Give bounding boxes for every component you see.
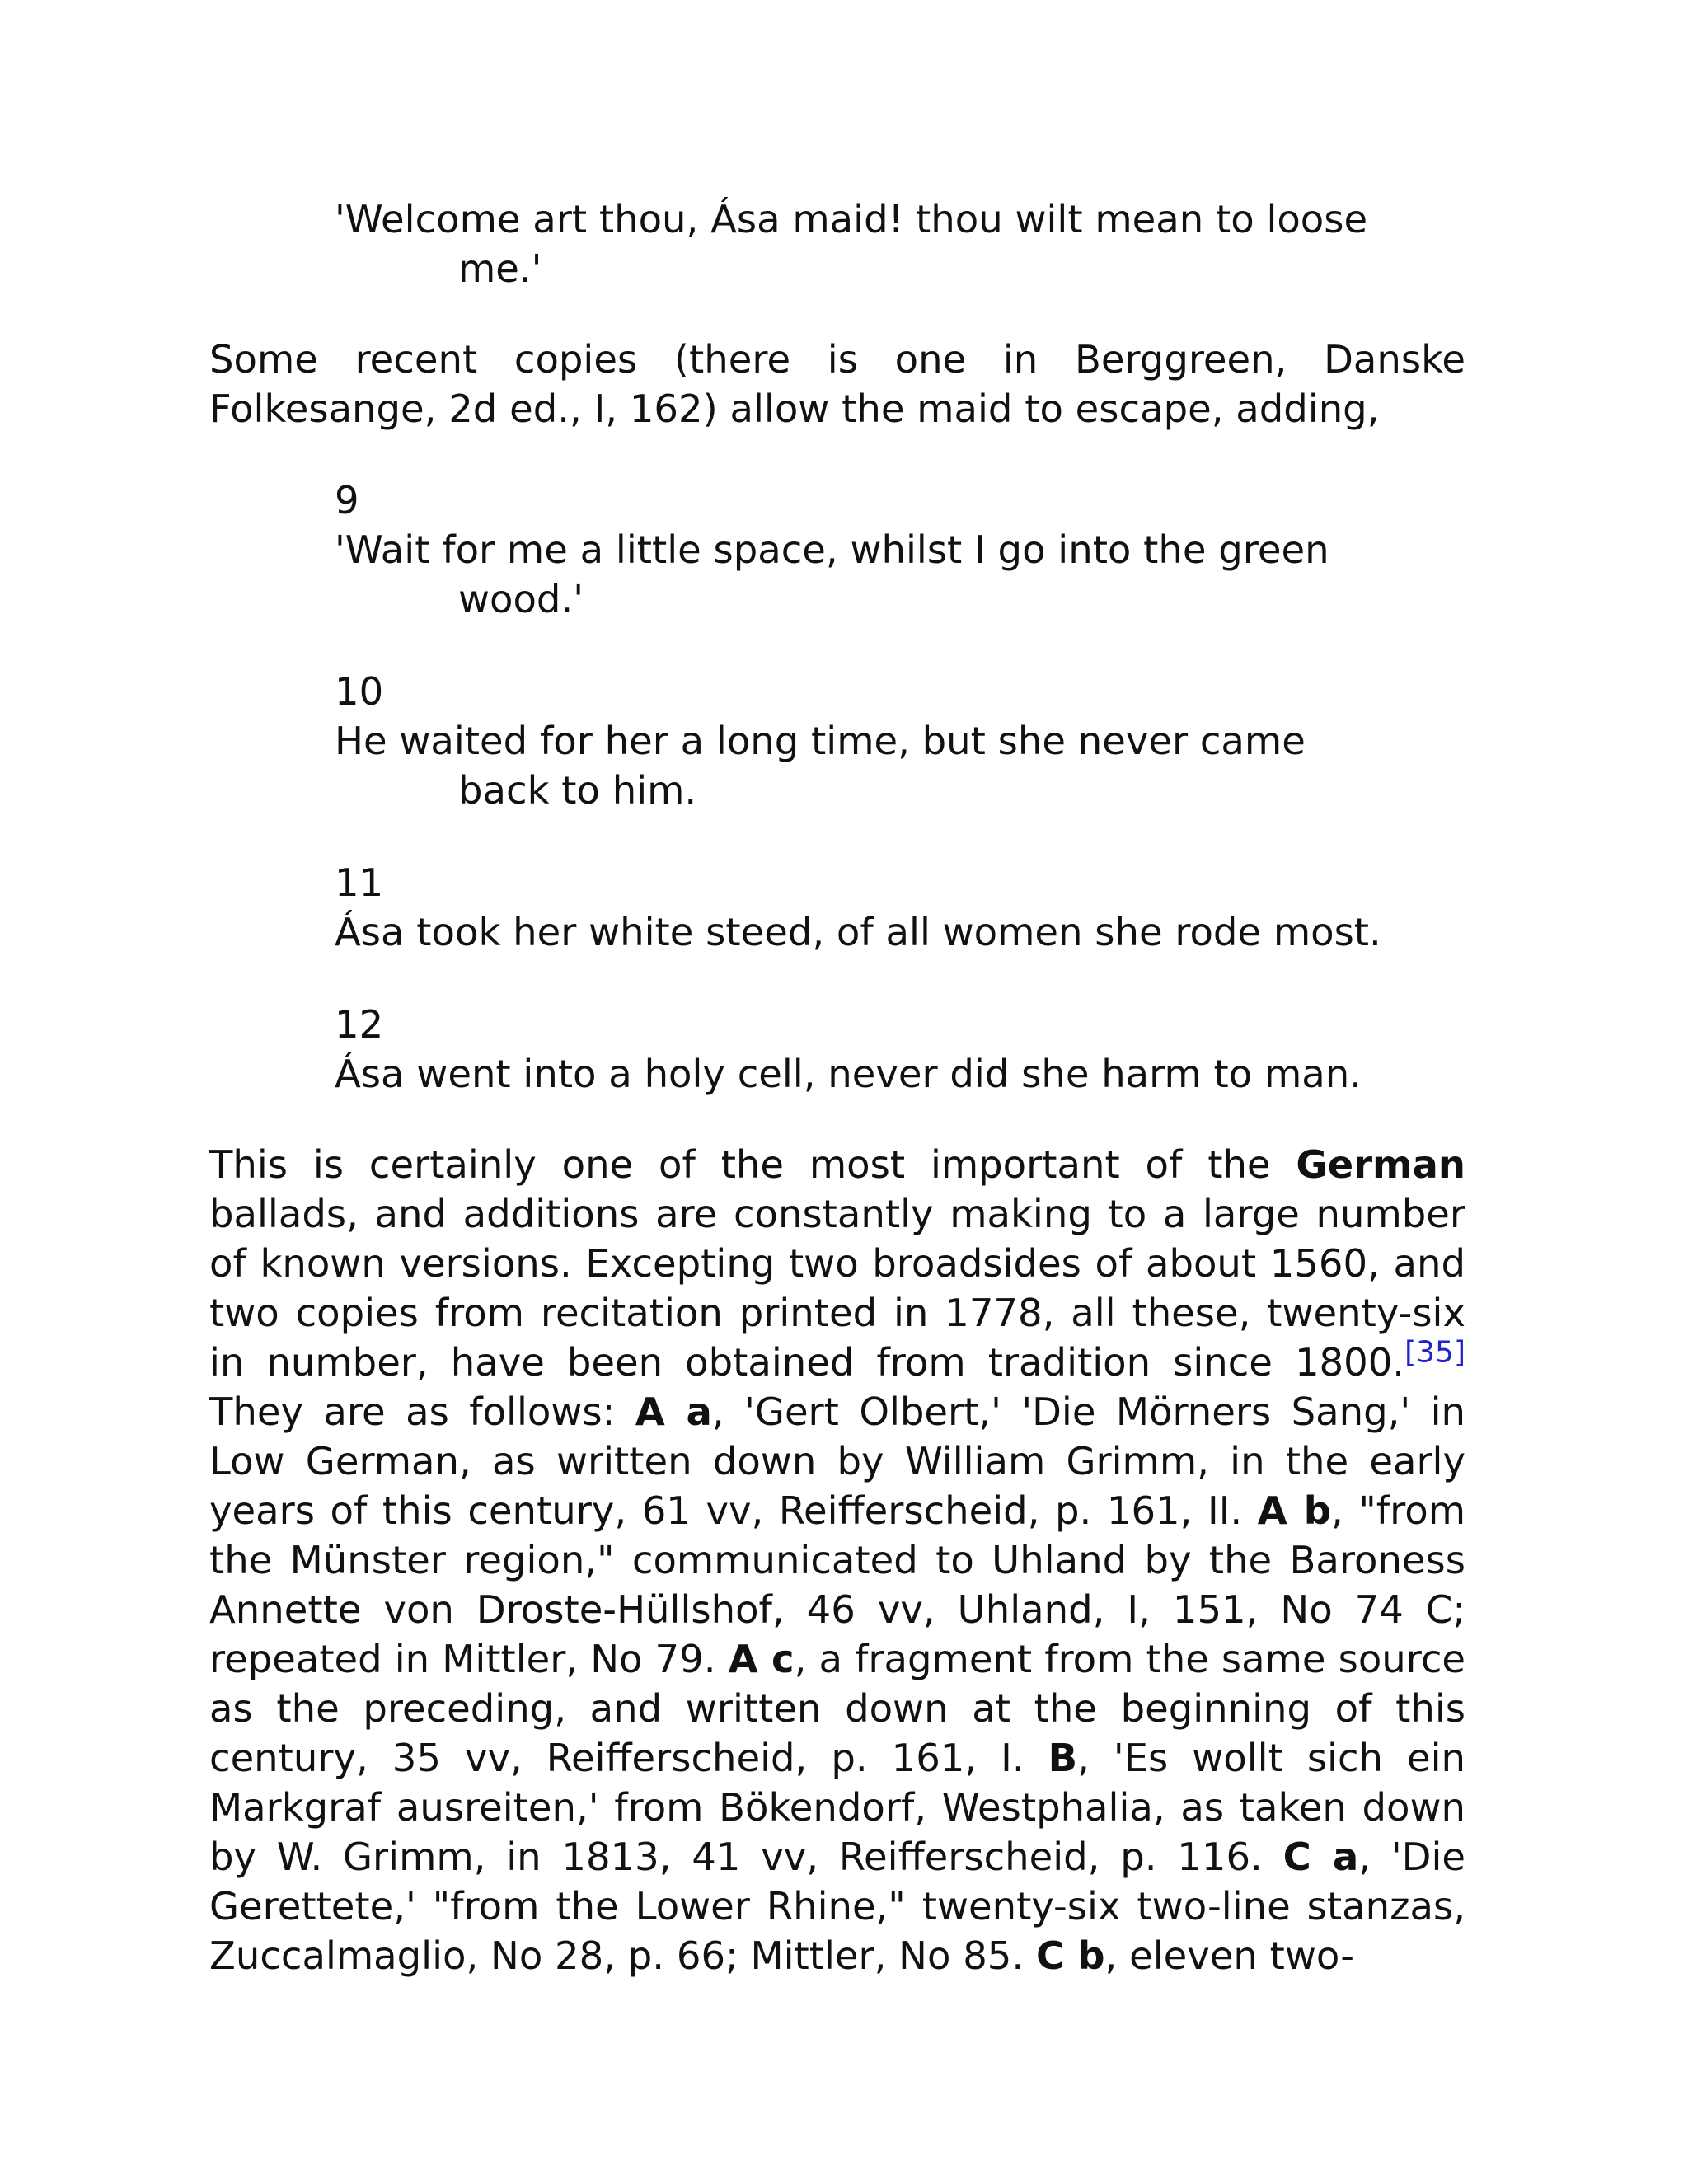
text-span: , a fragment from the same source as the preceding, and written down at the beginning of this century, 35 vv, Reifferscheid, p. 161, I.: [209, 1637, 1466, 1780]
footnote-link[interactable]: [35]: [1404, 1335, 1465, 1370]
verse-line: 'Wait for me a little space, whilst I go into the green: [335, 527, 1329, 572]
stanza-9: [335, 476, 1465, 624]
version-label: C a: [1282, 1835, 1359, 1879]
stanza-number: 10: [335, 669, 384, 714]
verse-line: 'Welcome art thou, Ása maid! thou wilt mean to loose: [335, 197, 1368, 241]
verse-continuation: wood.': [458, 577, 584, 621]
verse-fragment: [335, 194, 1465, 293]
text-span: They are as follows:: [209, 1390, 635, 1434]
text-span: , 'Die Gerettete,' "from the Lower Rhine," twenty-six two-line stanzas, Zuccalmaglio, No 28, p. 66; Mittler, No 85.: [209, 1835, 1465, 1978]
stanza-12: [335, 1000, 1465, 1099]
page-content: [209, 194, 1465, 1980]
paragraph-recent-copies: Some recent copies (there is one in Berggreen, Danske Folkesange, 2d ed., I, 162) allow the maid to escape, adding,: [209, 337, 1465, 431]
version-label: B: [1048, 1736, 1078, 1780]
stanza-number: 9: [335, 478, 359, 523]
bold-term: German: [1296, 1142, 1465, 1187]
verse-continuation: back to him.: [458, 768, 697, 813]
verse-line: Ása took her white steed, of all women she rode most.: [335, 910, 1381, 954]
text-span: ballads, and additions are constantly making to a large number of known versions. Excepting two broadsides of about 1560, and two copies from recitation printed in 1778, all these, twenty-six in number, have been obtained from tradition since 1800.: [209, 1192, 1465, 1385]
version-label: A b: [1257, 1488, 1332, 1533]
text-span: , 'Gert Olbert,' 'Die Mörners Sang,' in Low German, as written down by William Grimm, in the early years of this century, 61 vv, Reifferscheid, p. 161, II.: [209, 1390, 1466, 1533]
version-label: C b: [1035, 1933, 1105, 1978]
text-span: , "from the Münster region," communicated to Uhland by the Baroness Annette von Droste-Hüllshof, 46 vv, Uhland, I, 151, No 74 C; repeated in Mittler, No 79.: [209, 1488, 1466, 1681]
verse-continuation: me.': [458, 246, 542, 291]
stanza-10: [335, 667, 1465, 815]
verse-line: Ása went into a holy cell, never did she harm to man.: [335, 1052, 1362, 1096]
paragraph-german-ballads: [209, 1140, 1465, 1980]
stanza-number: 11: [335, 860, 384, 905]
text-span: , eleven two-: [1104, 1933, 1354, 1978]
text-span: , 'Es wollt sich ein Markgraf ausreiten,' from Bökendorf, Westphalia, as taken down by W. Grimm, in 1813, 41 vv, Reifferscheid, p. 116.: [209, 1736, 1465, 1879]
stanza-11: [335, 858, 1465, 957]
version-label: A a: [635, 1390, 712, 1434]
stanza-number: 12: [335, 1002, 384, 1047]
verse-line: He waited for her a long time, but she never came: [335, 719, 1306, 763]
version-label: A c: [728, 1637, 795, 1681]
text-span: This is certainly one of the most important of the: [209, 1142, 1296, 1187]
